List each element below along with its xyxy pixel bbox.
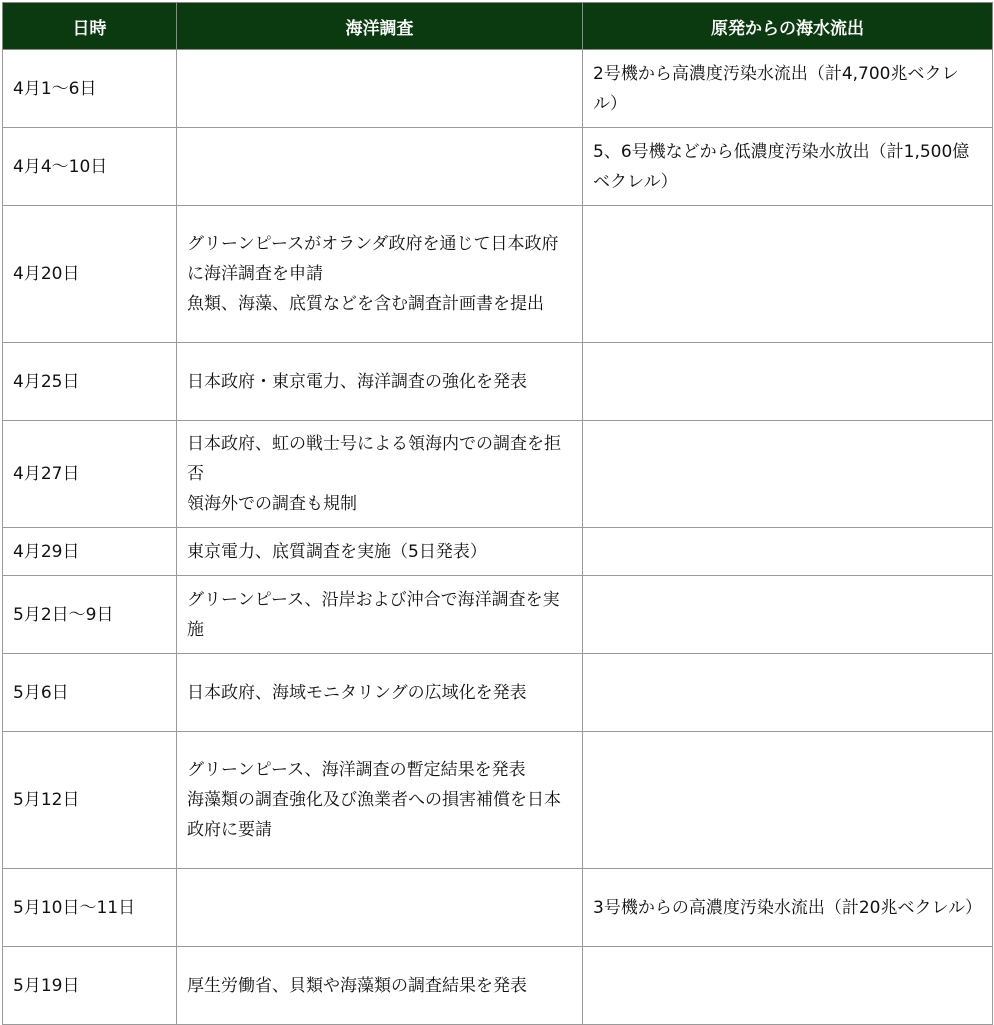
survey-cell bbox=[177, 869, 583, 947]
outflow-cell: 2号機から高濃度汚染水流出（計4,700兆ベクレル） bbox=[583, 50, 993, 128]
survey-cell bbox=[177, 947, 583, 1025]
date-cell: 4月1〜6日 bbox=[3, 50, 177, 128]
date-cell: 5月6日 bbox=[3, 654, 177, 732]
survey-line: 日本政府、海域モニタリングの広域化を発表 bbox=[187, 682, 527, 703]
survey-line: 厚生労働省、貝類や海藻類の調査結果を発表 bbox=[187, 975, 527, 996]
outflow-cell bbox=[583, 528, 993, 576]
survey-line: グリーンピース、海洋調査の暫定結果を発表 bbox=[187, 760, 526, 780]
date-cell: 4月20日 bbox=[3, 206, 177, 343]
survey-cell bbox=[177, 654, 583, 732]
outflow-cell bbox=[583, 421, 993, 528]
survey-cell bbox=[177, 343, 583, 421]
table-row bbox=[3, 343, 993, 421]
survey-line: 魚類、海藻、底質などを含む調査計画書を提出 bbox=[187, 294, 544, 314]
survey-line: 海藻類の調査強化及び漁業者への損害補償を日本政府に要請 bbox=[187, 790, 561, 840]
date-cell: 5月10日〜11日 bbox=[3, 869, 177, 947]
date-cell: 4月25日 bbox=[3, 343, 177, 421]
outflow-cell: 5、6号機などから低濃度汚染水放出（計1,500億ベクレル） bbox=[583, 128, 993, 206]
outflow-cell: 3号機からの高濃度汚染水流出（計20兆ベクレル） bbox=[583, 869, 993, 947]
table-row bbox=[3, 50, 993, 128]
table-row bbox=[3, 576, 993, 654]
survey-cell bbox=[177, 206, 583, 343]
survey-cell bbox=[177, 421, 583, 528]
header-row bbox=[3, 3, 993, 50]
survey-line: グリーンピースがオランダ政府を通じて日本政府に海洋調査を申請 bbox=[187, 234, 559, 284]
table-row bbox=[3, 421, 993, 528]
date-cell: 5月12日 bbox=[3, 732, 177, 869]
table-row bbox=[3, 128, 993, 206]
outflow-cell bbox=[583, 654, 993, 732]
survey-line: 日本政府、虹の戦士号による領海内での調査を拒否 bbox=[187, 434, 561, 484]
outflow-cell bbox=[583, 732, 993, 869]
date-cell: 4月4〜10日 bbox=[3, 128, 177, 206]
survey-cell bbox=[177, 528, 583, 576]
survey-line: 領海外での調査も規制 bbox=[187, 494, 357, 514]
date-cell: 4月27日 bbox=[3, 421, 177, 528]
survey-cell bbox=[177, 50, 583, 128]
table-row bbox=[3, 947, 993, 1025]
outflow-cell bbox=[583, 947, 993, 1025]
table-row bbox=[3, 528, 993, 576]
survey-cell bbox=[177, 128, 583, 206]
survey-cell bbox=[177, 576, 583, 654]
outflow-cell bbox=[583, 206, 993, 343]
timeline-table bbox=[2, 2, 993, 1025]
outflow-cell bbox=[583, 576, 993, 654]
outflow-cell bbox=[583, 343, 993, 421]
survey-line: 東京電力、底質調査を実施（5日発表） bbox=[187, 541, 487, 562]
survey-line: グリーンピース、沿岸および沖合で海洋調査を実施 bbox=[187, 589, 560, 640]
survey-line: 日本政府・東京電力、海洋調査の強化を発表 bbox=[187, 371, 527, 392]
survey-cell bbox=[177, 732, 583, 869]
table-row bbox=[3, 206, 993, 343]
date-cell: 5月2日〜9日 bbox=[3, 576, 177, 654]
table-row bbox=[3, 654, 993, 732]
header-date: 日時 bbox=[3, 3, 177, 50]
header-outflow: 原発からの海水流出 bbox=[583, 3, 993, 50]
date-cell: 4月29日 bbox=[3, 528, 177, 576]
date-cell: 5月19日 bbox=[3, 947, 177, 1025]
header-survey: 海洋調査 bbox=[177, 3, 583, 50]
table-row bbox=[3, 732, 993, 869]
table-row bbox=[3, 869, 993, 947]
